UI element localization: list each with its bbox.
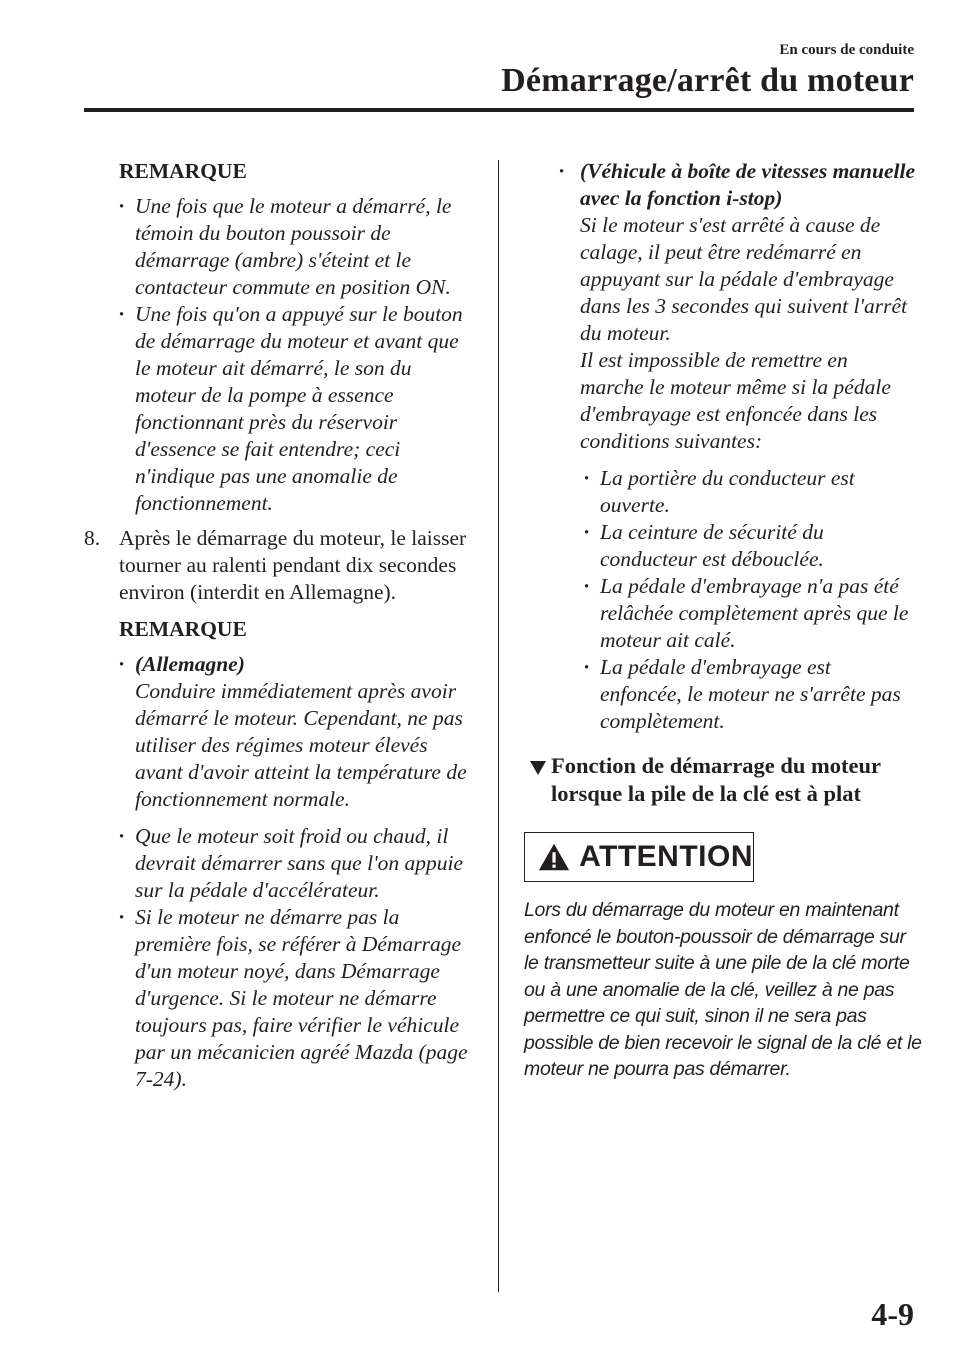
step-8 — [84, 525, 476, 606]
condition-item: · La ceinture de sécurité du conducteur est débouclée. — [524, 519, 916, 573]
note-bullet: · Que le moteur soit froid ou chaud, il devrait démarrer sans que l'on appuie sur la pédale d'accélérateur. — [84, 823, 476, 904]
condition-item: · La pédale d'embrayage n'a pas été relâchée complètement après que le moteur ait calé. — [524, 573, 916, 654]
note-bullet: · Si le moteur ne démarre pas la première fois, se référer à Démarrage d'un moteur noyé, dans Démarrage d'urgence. Si le moteur ne démarre toujours pas, faire vérifier le véhicule par un mécanicien agréé Mazda (page 7-24). — [84, 904, 476, 1093]
header-rule — [84, 108, 914, 112]
subsection-heading-text: Fonction de démarrage du moteur lorsque la pile de la clé est à plat — [551, 753, 881, 806]
warning-icon — [537, 841, 571, 873]
note-bullet: · Une fois que le moteur a démarré, le témoin du bouton poussoir de démarrage (ambre) s'éteint et le contacteur commute en position ON. — [84, 193, 476, 301]
attention-box — [524, 832, 754, 882]
condition-item: · La portière du conducteur est ouverte. — [524, 465, 916, 519]
page-title: Démarrage/arrêt du moteur — [501, 62, 914, 99]
subsection-heading — [524, 752, 943, 808]
manual-note-title: · (Véhicule à boîte de vitesses manuelle avec la fonction i-stop) — [580, 159, 915, 210]
note-bullet — [84, 651, 476, 813]
condition-item: · La pédale d'embrayage est enfoncée, le moteur ne s'arrête pas complètement. — [524, 654, 916, 735]
manual-note-text: Si le moteur s'est arrêté à cause de calage, il peut être redémarré en appuyant sur la pédale d'embrayage dans les 3 secondes qui suivent l'arrêt du moteur. — [580, 213, 908, 345]
step-text: Après le démarrage du moteur, le laisser tourner au ralenti pendant dix secondes environ (interdit en Allemagne). — [119, 526, 467, 604]
triangle-down-icon — [530, 761, 546, 775]
note-heading: REMARQUE — [119, 617, 247, 641]
step-number: 8. — [84, 526, 101, 550]
attention-label: ATTENTION — [579, 840, 753, 873]
note-bullet-text: Conduire immédiatement après avoir démarré le moteur. Cependant, ne pas utiliser des régimes moteur élevés avant d'avoir atteint la température de fonctionnement normale. — [135, 679, 467, 811]
note-heading: REMARQUE — [119, 159, 247, 183]
column-divider — [498, 160, 499, 1292]
right-column — [524, 158, 916, 735]
page-number: 4-9 — [871, 1296, 914, 1332]
manual-transmission-note — [524, 158, 916, 455]
left-column — [84, 158, 476, 1093]
note-bullet-title: · (Allemagne) — [135, 652, 245, 676]
attention-text: Lors du démarrage du moteur en maintenant enfoncé le bouton-poussoir de démarrage sur le transmetteur suite à une pile de la clé morte ou à une anomalie de la clé, veillez à ne pas permettre ce qui suit, sinon il ne sera pas possible de bien recevoir le signal de la clé et le moteur ne pourra pas démarrer. — [524, 899, 922, 1080]
section-label: En cours de conduite — [779, 42, 914, 58]
manual-note-text: Il est impossible de remettre en marche le moteur même si la pédale d'embrayage est enfoncée dans les conditions suivantes: — [580, 348, 891, 453]
note-bullet: · Une fois qu'on a appuyé sur le bouton de démarrage du moteur et avant que le moteur ait démarré, le son du moteur de la pompe à essence fonctionnant près du réservoir d'essence se fait entendre; ceci n'indique pas une anomalie de fonctionnement. — [84, 301, 476, 517]
